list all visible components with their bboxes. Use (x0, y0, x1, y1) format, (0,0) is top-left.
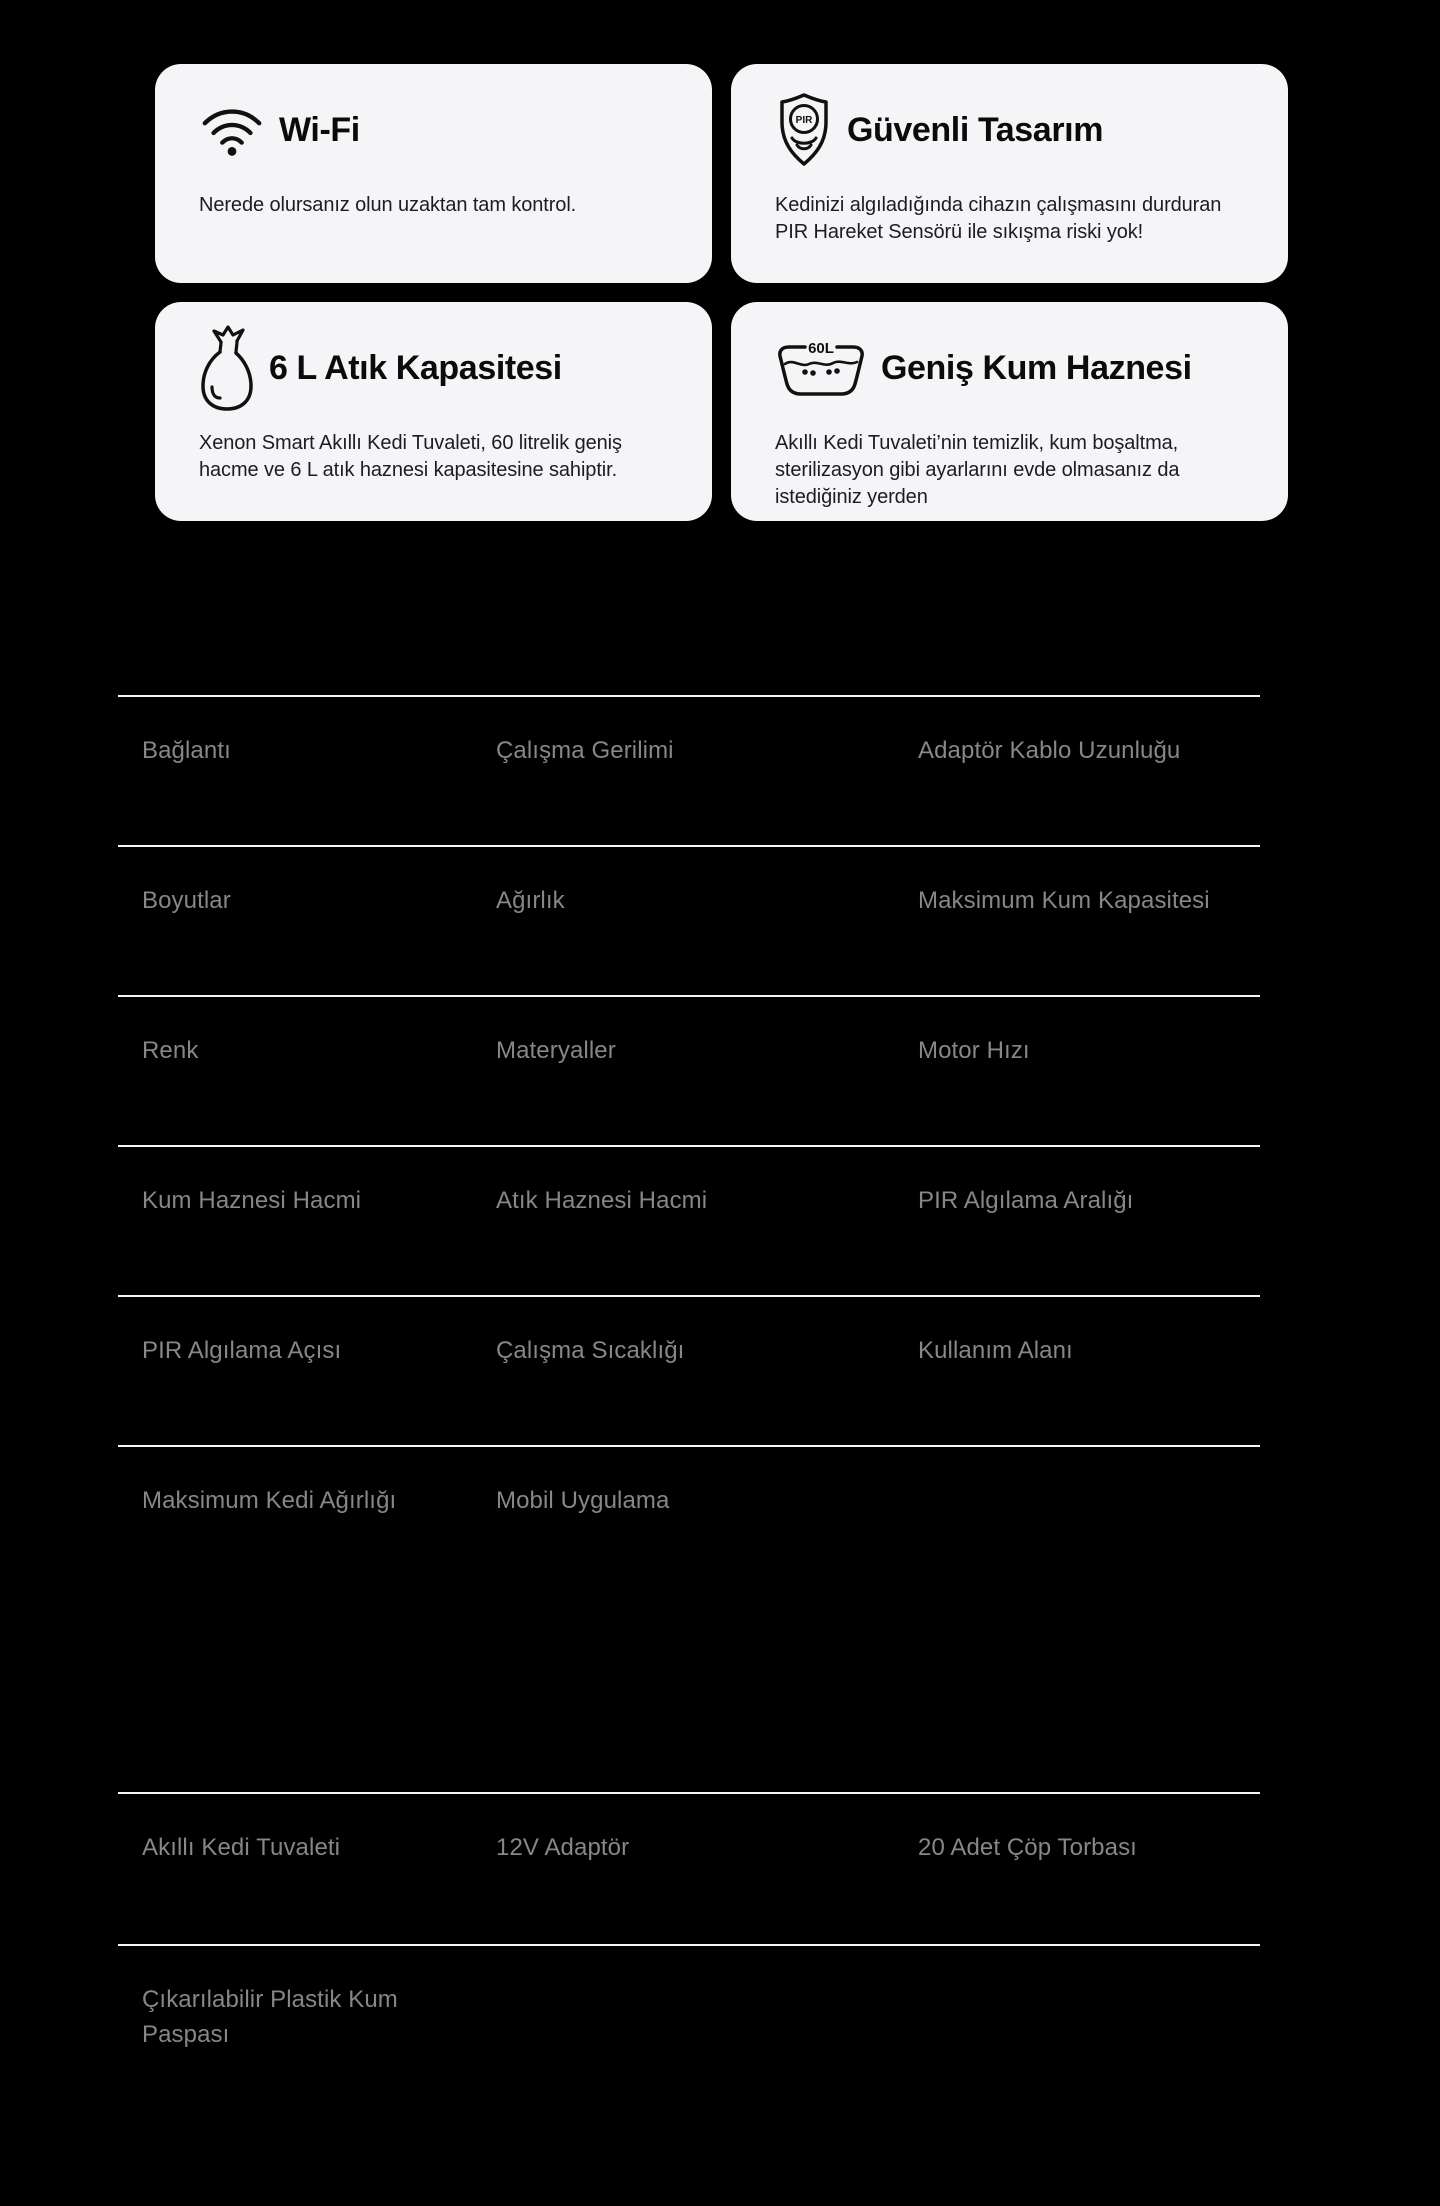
feature-card-description: Akıllı Kedi Tuvaleti’nin temizlik, kum boşaltma, sterilizasyon gibi ayarlarını evde olmasanız da istediğiniz yerden (775, 432, 1180, 508)
product-feature-page (0, 64, 1440, 2206)
feature-card-waste-capacity (155, 302, 712, 521)
spec-row (118, 1145, 1260, 1295)
feature-card-description: Xenon Smart Akıllı Kedi Tuvaleti, 60 litrelik geniş hacme ve 6 L atık haznesi kapasitesine sahiptir. (199, 432, 622, 481)
feature-card-title: Güvenli Tasarım (847, 110, 1104, 149)
wifi-icon (199, 103, 265, 157)
feature-card-header (199, 328, 670, 408)
spec-label: 12V Adaptör (496, 1834, 630, 1861)
waste-bag-icon (199, 325, 255, 411)
feature-card-description: Nerede olursanız olun uzaktan tam kontrol. (199, 194, 577, 216)
spec-row (118, 1445, 1260, 1792)
spec-label: Çalışma Sıcaklığı (496, 1337, 685, 1364)
pir-badge-label: PIR (795, 115, 813, 126)
litter-basin-icon (775, 337, 867, 399)
feature-card-title: Geniş Kum Haznesi (881, 348, 1192, 387)
spec-label: Çalışma Gerilimi (496, 737, 674, 764)
feature-card-description: Kedinizi algıladığında cihazın çalışmasını durduran PIR Hareket Sensörü ile sıkışma riski yok! (775, 194, 1222, 243)
spec-label: 20 Adet Çöp Torbası (918, 1834, 1137, 1861)
spec-row (118, 695, 1260, 845)
feature-cards-section (155, 64, 1288, 521)
spec-label: PIR Algılama Açısı (142, 1337, 342, 1364)
spec-label: Maksimum Kum Kapasitesi (918, 887, 1210, 914)
spec-label: PIR Algılama Aralığı (918, 1187, 1134, 1214)
spec-row (118, 995, 1260, 1145)
spec-label: Kullanım Alanı (918, 1337, 1073, 1364)
feature-card-header (199, 90, 670, 170)
spec-label: Materyaller (496, 1037, 616, 1064)
feature-card-title: 6 L Atık Kapasitesi (269, 348, 562, 387)
spec-table (118, 695, 1260, 2141)
feature-card-header (775, 328, 1246, 408)
spec-label: Maksimum Kedi Ağırlığı (142, 1487, 397, 1514)
spec-label: Motor Hızı (918, 1037, 1030, 1064)
spec-label: Kum Haznesi Hacmi (142, 1187, 362, 1214)
spec-label: Atık Haznesi Hacmi (496, 1187, 708, 1214)
pir-shield-icon (775, 92, 833, 168)
feature-card-header (775, 90, 1246, 170)
spec-row (118, 845, 1260, 995)
feature-card-title: Wi-Fi (279, 110, 360, 149)
spec-row (118, 1792, 1260, 1944)
spec-row (118, 1944, 1260, 2141)
spec-label: Boyutlar (142, 887, 231, 914)
spec-row (118, 1295, 1260, 1445)
spec-label: Ağırlık (496, 887, 565, 914)
spec-label: Çıkarılabilir Plastik Kum Paspası (142, 1986, 398, 2048)
feature-card-litter-capacity (731, 302, 1288, 521)
feature-card-wifi (155, 64, 712, 283)
feature-card-safe-design (731, 64, 1288, 283)
spec-label: Akıllı Kedi Tuvaleti (142, 1834, 341, 1861)
spec-label: Renk (142, 1037, 199, 1064)
spec-label: Bağlantı (142, 737, 231, 764)
spec-label: Adaptör Kablo Uzunluğu (918, 737, 1181, 764)
capacity-badge-label: 60L (808, 340, 834, 357)
spec-label: Mobil Uygulama (496, 1487, 670, 1514)
